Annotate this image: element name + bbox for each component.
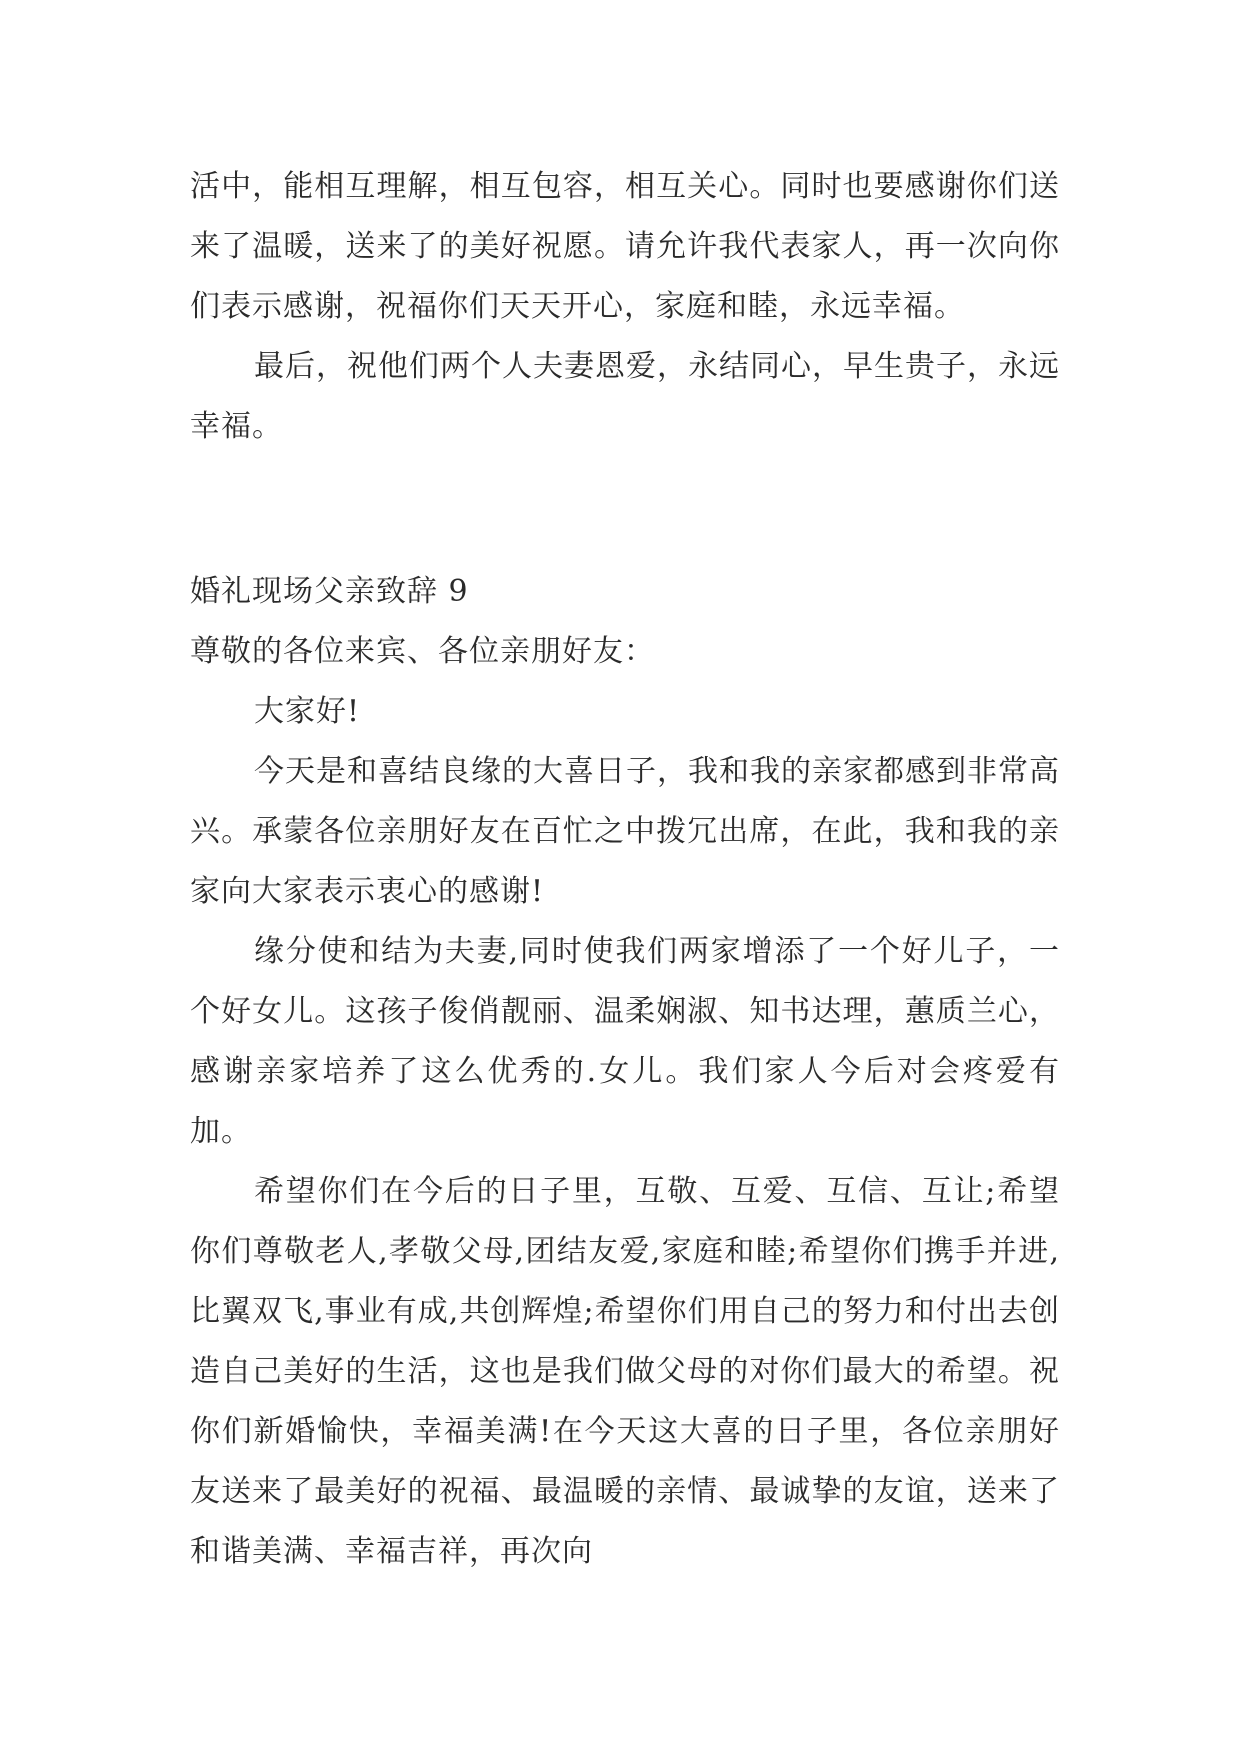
section-title: 婚礼现场父亲致辞 9 (190, 574, 469, 609)
salutation: 尊敬的各位来宾、各位亲朋好友： (190, 634, 655, 669)
final-blessing-paragraph: 最后，祝他们两个人夫妻恩爱，永结同心，早生贵子，永远幸福。 (190, 349, 1060, 444)
previous-section-ending (190, 157, 1060, 457)
greeting: 大家好! (254, 694, 361, 729)
closing-paragraph: 活中，能相互理解，相互包容，相互关心。同时也要感谢你们送来了温暖，送来了的美好祝愿。请允许我代表家人，再一次向你们表示感谢，祝福你们天天开心，家庭和睦，永远幸福。 (190, 169, 1060, 324)
body-paragraph: 今天是和喜结良缘的大喜日子，我和我的亲家都感到非常高兴。承蒙各位亲朋好友在百忙之中拨冗出席，在此，我和我的亲家向大家表示衷心的感谢! (190, 754, 1060, 909)
body-paragraph: 希望你们在今后的日子里，互敬、互爱、互信、互让;希望你们尊敬老人,孝敬父母,团结友爱,家庭和睦;希望你们携手并进,比翼双飞,事业有成,共创辉煌;希望你们用自己的努力和付出去创造自己美好的生活，这也是我们做父母的对你们最大的希望。祝你们新婚愉快，幸福美满!在今天这大喜的日子里，各位亲朋好友送来了最美好的祝福、最温暖的亲情、最诚挚的友谊，送来了和谐美满、幸福吉祥，再次向 (190, 1174, 1060, 1569)
body-paragraph: 缘分使和结为夫妻,同时使我们两家增添了一个好儿子，一个好女儿。这孩子俊俏靓丽、温柔娴淑、知书达理，蕙质兰心，感谢亲家培养了这么优秀的.女儿。我们家人今后对会疼爱有加。 (190, 934, 1060, 1149)
speech-section (190, 562, 1060, 1582)
